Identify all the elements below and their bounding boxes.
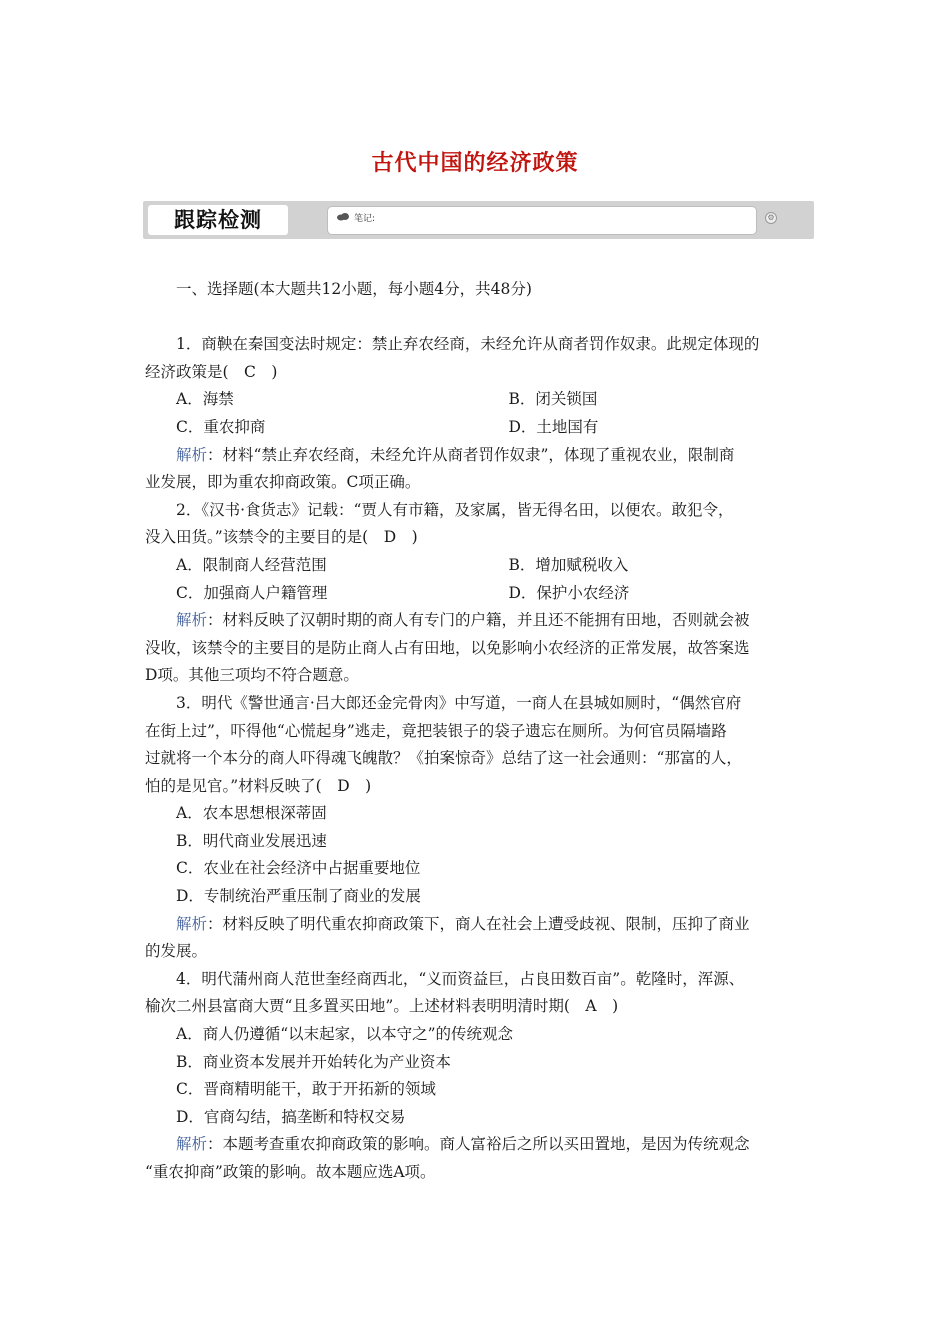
analysis-label: 解析 [176, 611, 208, 630]
option-d: D．土地国有 [508, 417, 599, 436]
option-a: A．限制商人经营范围 [176, 555, 327, 574]
option-d: D．官商勾结，搞垄断和特权交易 [176, 1107, 406, 1126]
analysis-text: D项。其他三项均不符合题意。 [145, 666, 359, 685]
question-text: 2．《汉书·食货志》记载：“贾人有市籍，及家属，皆无得名田，以便农。敢犯令， [176, 500, 734, 519]
notes-field[interactable] [327, 206, 757, 235]
banner-label: 跟踪检测 [148, 205, 288, 235]
option-b: B．明代商业发展迅速 [176, 831, 327, 850]
analysis-label: 解析 [176, 445, 208, 464]
option-a: A．农本思想根深蒂固 [176, 804, 327, 823]
notes-label: 笔记: [354, 214, 376, 224]
question-text: 1．商鞅在秦国变法时规定：禁止弃农经商，未经允许从商者罚作奴隶。此规定体现的 [176, 335, 760, 354]
option-a: A．海禁 [176, 390, 234, 409]
option-c: C．晋商精明能干，敢于开拓新的领域 [176, 1080, 436, 1099]
option-c: C．加强商人户籍管理 [176, 583, 328, 602]
analysis-text: 业发展，即为重农抑商政策。C项正确。 [145, 473, 421, 492]
analysis-text: 解析：材料反映了汉朝时期的商人有专门的户籍，并且还不能拥有田地，否则就会被 [176, 611, 750, 630]
analysis-text: 没收，该禁令的主要目的是防止商人占有田地，以免影响小农经济的正常发展，故答案选 [145, 638, 750, 657]
analysis-text: “重农抑商”政策的影响。故本题应选A项。 [145, 1163, 436, 1181]
option-d: D．保护小农经济 [508, 583, 630, 602]
document-title: 古代中国的经济政策 [371, 150, 579, 176]
question-2 [145, 497, 810, 690]
option-c: C．农业在社会经济中占据重要地位 [176, 859, 421, 878]
option-b: B．增加赋税收入 [508, 555, 629, 574]
section-header: 一、选择题(本大题共12小题，每小题4分，共48分) [176, 280, 532, 298]
analysis-text: 解析：材料反映了明代重农抑商政策下，商人在社会上遭受歧视、限制，压抑了商业 [176, 914, 750, 933]
question-text: 没入田货。”该禁令的主要目的是( D ) [145, 528, 418, 547]
document-body [145, 276, 810, 1187]
tracking-banner [143, 201, 814, 239]
analysis-text: 解析：本题考查重农抑商政策的影响。商人富裕后之所以买田置地，是因为传统观念 [176, 1135, 750, 1154]
question-1 [145, 331, 810, 497]
question-text: 4．明代蒲州商人范世奎经商西北，“义而资益巨，占良田数百亩”。乾隆时，浑源、 [176, 969, 745, 988]
option-c: C．重农抑商 [176, 417, 266, 436]
question-text: 在街上过”，吓得他“心慌起身”逃走，竟把装银子的袋子遗忘在厕所。为何官员隔墙路 [145, 721, 727, 740]
question-3 [145, 690, 810, 966]
analysis-label: 解析 [176, 914, 208, 933]
question-text: 榆次二州县富商大贾“且多置买田地”。上述材料表明明清时期( A ) [145, 997, 619, 1016]
question-text: 经济政策是( C ) [145, 362, 278, 381]
option-a: A．商人仍遵循“以末起家，以本守之”的传统观念 [176, 1025, 514, 1044]
analysis-text: 解析：材料“禁止弃农经商，未经允许从商者罚作奴隶”，体现了重视农业，限制商 [176, 445, 735, 464]
analysis-text: 的发展。 [145, 942, 208, 961]
question-text: 过就将一个本分的商人吓得魂飞魄散？《拍案惊奇》总结了这一社会通则：“那富的人， [145, 749, 742, 768]
analysis-label: 解析 [176, 1135, 208, 1154]
question-4 [145, 966, 810, 1187]
question-text: 3．明代《警世通言·吕大郎还金完骨肉》中写道，一商人在县城如厕时，“偶然官府 [176, 693, 742, 712]
option-b: B．商业资本发展并开始转化为产业资本 [176, 1052, 451, 1071]
option-b: B．闭关锁国 [508, 390, 598, 409]
question-text: 怕的是见官。”材料反映了( D ) [145, 776, 372, 795]
settings-icon[interactable]: ⚙ [765, 212, 777, 224]
option-d: D．专制统治严重压制了商业的发展 [176, 887, 421, 906]
cloud-icon [336, 212, 350, 221]
